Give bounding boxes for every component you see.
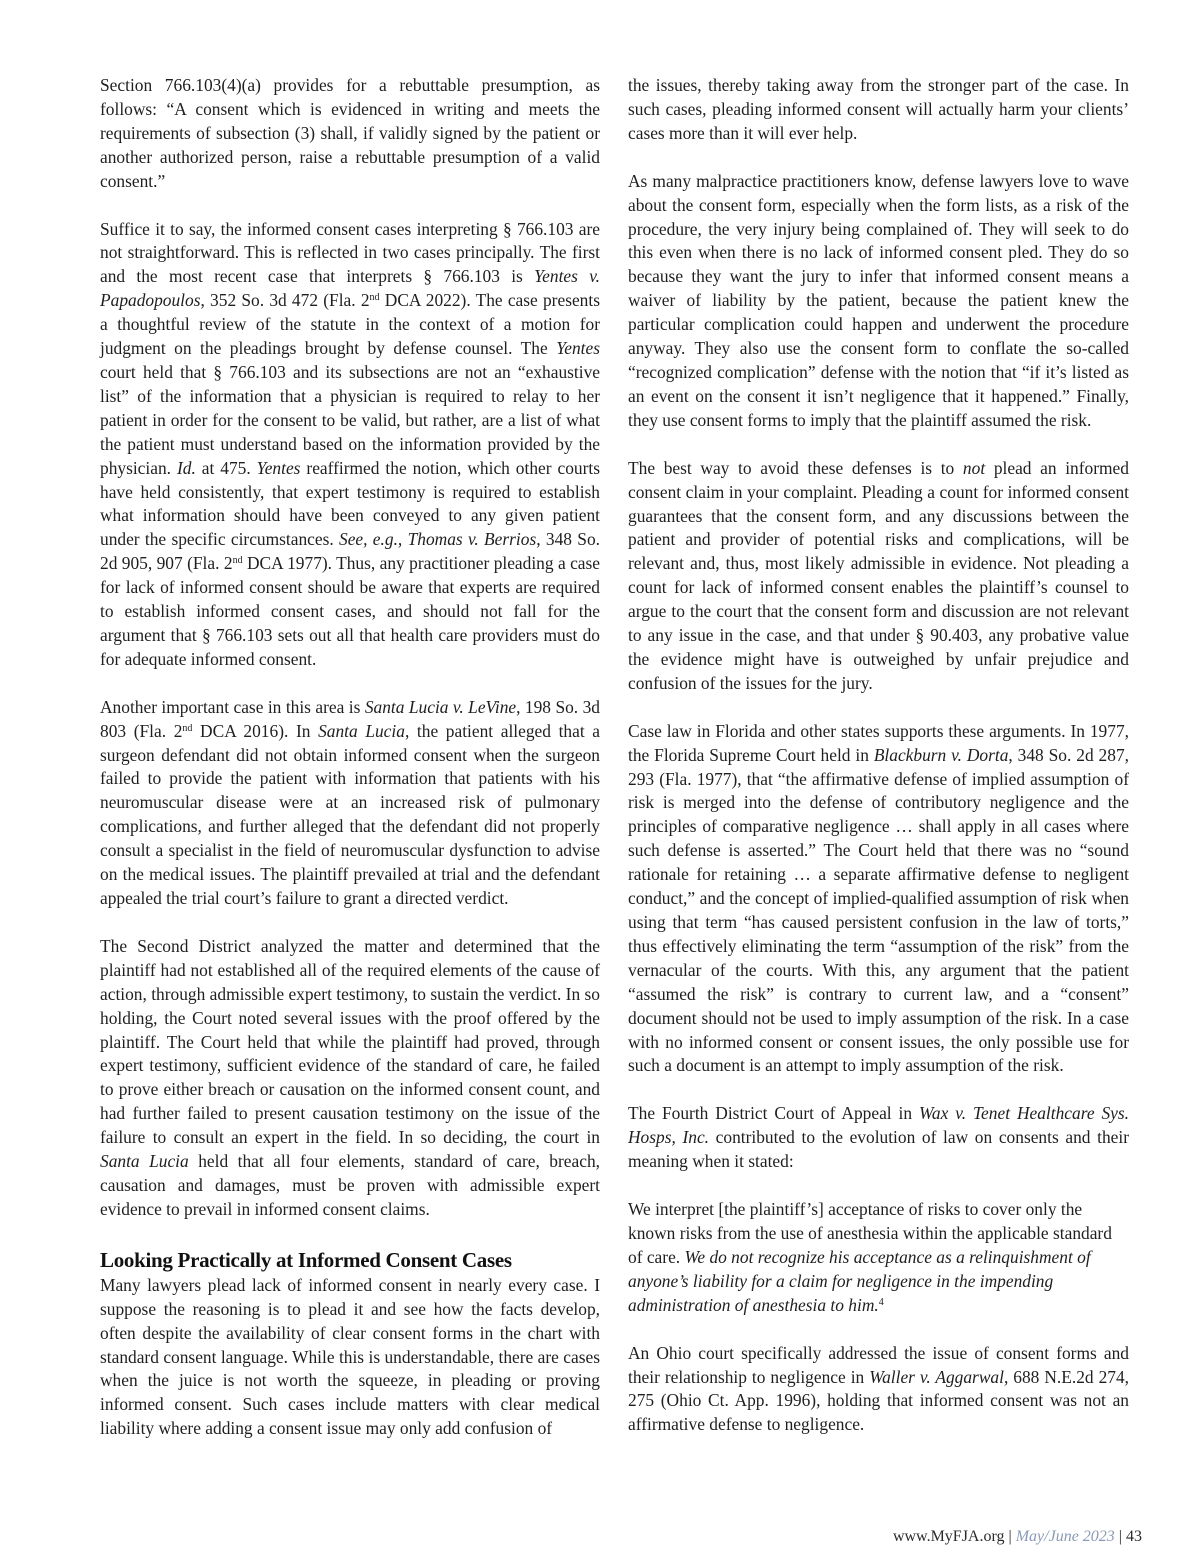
case-citation: Santa Lucia <box>100 1151 189 1172</box>
case-citation: See, e.g., Thomas v. Berrios <box>339 529 537 550</box>
paragraph: An Ohio court specifically addressed the issue of consent forms and their relationship to negligence in Waller v. Aggarwal, 688 N.E.2d 274, 275 (Ohio Ct. App. 1996), holding that informed consent was not an affirmative defense to negligence. <box>628 1342 1129 1435</box>
case-citation: Santa Lucia <box>318 720 405 741</box>
paragraph: Another important case in this area is Santa Lucia v. LeVine, 198 So. 3d 803 (Fla. 2nd DCA 2016). In Santa Lucia, the patient alleged that a surgeon defendant did not obtain informed consent when the surgeon failed to provide the patient with information that patients with his neuromuscular disease were at an increased risk of pulmonary complications, and further alleged that the defendant did not properly consult a specialist in the field of neuromuscular dysfunction to advise on the medical issues. The plaintiff prevailed at trial and the defendant appealed the trial court’s failure to grant a directed verdict. <box>100 696 600 908</box>
separator: | <box>1118 1528 1122 1545</box>
paragraph: Section 766.103(4)(a) provides for a rebuttable presumption, as follows: “A consent which is evidenced in writing and meets the requirements of subsection (3) shall, if validly signed by the patient or another authorized person, raise a rebuttable presumption of a valid consent.” <box>100 75 600 191</box>
case-citation: Blackburn v. Dorta <box>873 744 1009 765</box>
paragraph: the issues, thereby taking away from the stronger part of the case. In such cases, pleading informed consent will actually harm your clients’ cases more than it will ever help. <box>628 75 1129 143</box>
block-quote: We interpret [the plaintiff’s] acceptance of risks to cover only the known risks from the use of anesthesia within the applicable standard of care. We do not recognize his acceptance as a relinquishment of anyone’s liability for a claim for negligence in the impending administration of anesthesia to him.$^4$ <box>628 1199 1112 1315</box>
issue-date: May/June 2023 <box>1015 1528 1115 1545</box>
paragraph: Many lawyers plead lack of informed consent in nearly every case. I suppose the reasoning is to plead it and see how the facts develop, often despite the availability of clear consent forms in the chart with standard consent language. While this is understandable, there are cases when the juice is not worth the squeeze, in pleading or proving informed consent. Such cases include matters with clear medical liability where adding a consent issue may only add confusion of <box>100 1274 600 1439</box>
separator: | <box>1008 1528 1012 1545</box>
case-citation: Waller v. Aggarwal <box>869 1366 1004 1387</box>
paragraph: Suffice it to say, the informed consent cases interpreting § 766.103 are not straightforward. This is reflected in two cases principally. The first and the most recent case that interprets § 766.103 is Yentes v. Papadopoulos, 352 So. 3d 472 (Fla. 2nd DCA 2022). The case presents a thoughtful review of the statute in the context of a motion for judgment on the pleadings brought by defense counsel. The Yentes court held that § 766.103 and its subsections are not an “exhaustive list” of the information that a physician is required to relay to her patient in order for the consent to be valid, but rather, are a list of what the patient must understand based on the information provided by the physician. Id. at 475. Yentes reaffirmed the notion, which other courts have held consistently, that expert testimony is required to establish what information should have been conveyed to any given patient under the specific circumstances. See, e.g., Thomas v. Berrios, 348 So. 2d 905, 907 (Fla. 2nd DCA 1977). Thus, any practitioner pleading a case for lack of informed consent should be aware that experts are required to establish informed consent cases, and should not fall for the argument that § 766.103 sets out all that health care providers must do for adequate informed consent. <box>100 218 601 669</box>
right-column <box>628 74 1129 1437</box>
paragraph: The best way to avoid these defenses is to not plead an informed consent claim in your complaint. Pleading a count for informed consent guarantees that the consent form, and any discussions between the patient and provider of potential risks and complications, will be relevant and, thus, most likely admissible in evidence. Not pleading a count for lack of informed consent enables the plaintiff’s counsel to argue to the court that the consent form and discussion are not relevant to any issue in the case, and that under § 90.403, any probative value the evidence might have is outweighed by unfair prejudice and confusion of the issues for the jury. <box>628 457 1129 693</box>
website-link[interactable]: www.MyFJA.org <box>892 1528 1005 1545</box>
paragraph: As many malpractice practitioners know, defense lawyers love to wave about the consent form, especially when the form lists, as a risk of the procedure, the very injury being complained of. They will seek to do this even when there is no lack of informed consent pled. They do so because they want the jury to infer that informed consent means a waiver of liability by the patient, because the patient knew the particular complication could happen and underwent the procedure anyway. They also use the consent form to conflate the so-called “recognized complication” defense with the notion that “if it’s listed as an event on the consent it isn’t negligence that it happened.” Finally, they use consent forms to imply that the plaintiff assumed the risk. <box>628 170 1129 430</box>
footnote-marker: 4 <box>878 1296 884 1308</box>
emphasis: not <box>962 457 986 478</box>
paragraph: The Second District analyzed the matter and determined that the plaintiff had not established all of the required elements of the cause of action, through admissible expert testimony, to sustain the verdict. In so holding, the Court noted several issues with the proof offered by the plaintiff. The Court held that while the plaintiff had proved, through expert testimony, sufficient evidence of the standard of care, he failed to prove either breach or causation on the informed consent count, and had further failed to present causation testimony on the issue of the failure to consult an expert in the field. In so deciding, the court in Santa Lucia held that all four elements, standard of care, breach, causation and damages, must be proven with admissible expert evidence to prevail in informed consent claims. <box>100 935 600 1219</box>
case-citation: Wax v. Tenet Healthcare Sys. Hosps, Inc. <box>628 1103 1130 1148</box>
case-citation: Id. <box>176 457 196 478</box>
paragraph: The Fourth District Court of Appeal in Wax v. Tenet Healthcare Sys. Hosps, Inc. contributed to the evolution of law on consents and their meaning when it stated: <box>628 1103 1130 1172</box>
left-column <box>100 74 600 1441</box>
case-citation: Yentes <box>256 457 301 478</box>
case-citation: Santa Lucia v. LeVine <box>364 696 517 717</box>
case-citation: Yentes <box>556 338 600 359</box>
page-footer <box>893 1528 1142 1546</box>
section-heading: Looking Practically at Informed Consent Cases <box>100 1247 512 1272</box>
case-citation: Yentes v. Papadopoulos <box>100 266 600 311</box>
page-number: 43 <box>1126 1528 1142 1545</box>
paragraph: Case law in Florida and other states supports these arguments. In 1977, the Florida Supreme Court held in Blackburn v. Dorta, 348 So. 2d 287, 293 (Fla. 1977), that “the affirmative defense of implied assumption of risk is merged into the defense of contributory negligence and the principles of comparative negligence … shall apply in all cases where such defense is asserted.” The Court held that there was no “sound rationale for retaining … a separate affirmative defense to negligent conduct,” and the concept of implied-qualified assumption of risk when using that term “has caused persistent confusion in the law of torts,” thus effectively eliminating the term “assumption of the risk” from the vernacular of the courts. With this, any argument that the patient “assumed the risk” is contrary to current law, and a “consent” document should not be used to imply assumption of the risk. In a case with no informed consent or consent issues, the only possible use for such a document is an attempt to imply assumption of the risk. <box>628 720 1129 1076</box>
